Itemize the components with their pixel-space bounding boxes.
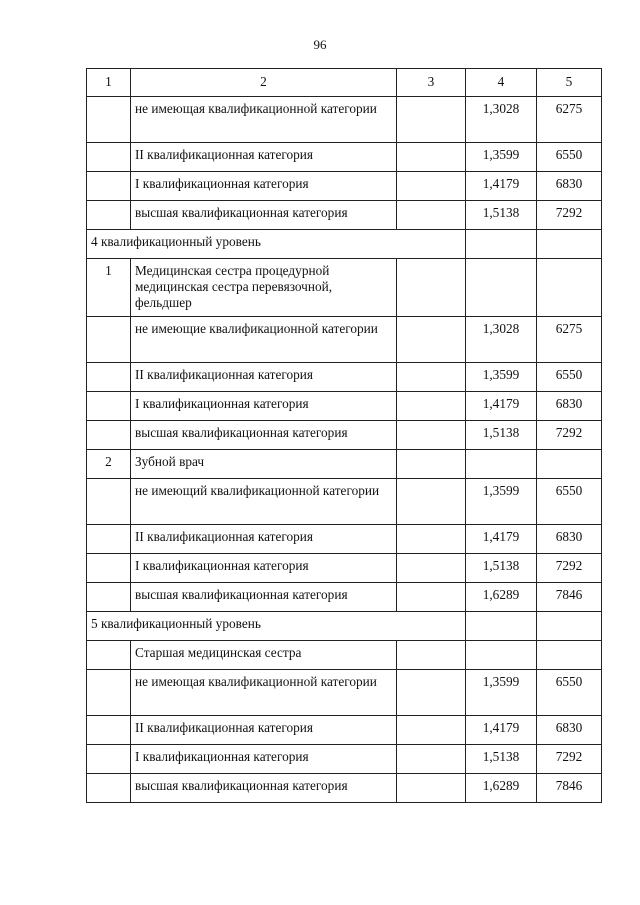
position-name-cell: высшая квалификационная категория xyxy=(131,201,397,230)
table-row xyxy=(87,450,602,479)
row-number-cell xyxy=(87,317,131,363)
position-name-cell: Старшая медицинская сестра xyxy=(131,641,397,670)
coefficient-cell xyxy=(466,641,537,670)
coefficient-cell: 1,5138 xyxy=(466,745,537,774)
column-3-cell xyxy=(397,172,466,201)
position-name-cell: I квалификационная категория xyxy=(131,392,397,421)
table-row xyxy=(87,479,602,525)
position-name-cell: Зубной врач xyxy=(131,450,397,479)
table-header-row xyxy=(87,69,602,97)
qualification-level-label: 5 квалификационный уровень xyxy=(87,612,466,641)
column-3-cell xyxy=(397,554,466,583)
column-3-cell xyxy=(397,143,466,172)
coefficient-cell: 1,3599 xyxy=(466,670,537,716)
salary-cell xyxy=(537,259,602,317)
header-cell-col5: 5 xyxy=(537,69,602,97)
row-number-cell xyxy=(87,172,131,201)
table-row xyxy=(87,172,602,201)
salary-cell: 7292 xyxy=(537,554,602,583)
table-row xyxy=(87,774,602,803)
salary-cell: 7292 xyxy=(537,421,602,450)
table-row xyxy=(87,745,602,774)
coefficient-cell: 1,3028 xyxy=(466,317,537,363)
position-name-cell: высшая квалификационная категория xyxy=(131,774,397,803)
coefficient-cell: 1,3599 xyxy=(466,363,537,392)
row-number-cell xyxy=(87,554,131,583)
empty-cell xyxy=(537,612,602,641)
row-number-cell xyxy=(87,421,131,450)
row-number-cell xyxy=(87,716,131,745)
column-3-cell xyxy=(397,421,466,450)
header-cell-col2: 2 xyxy=(131,69,397,97)
row-number-cell xyxy=(87,143,131,172)
position-name-cell: II квалификационная категория xyxy=(131,716,397,745)
coefficient-cell: 1,5138 xyxy=(466,201,537,230)
table-row xyxy=(87,363,602,392)
table-row xyxy=(87,392,602,421)
row-number-cell: 1 xyxy=(87,259,131,317)
column-3-cell xyxy=(397,641,466,670)
salary-cell: 7846 xyxy=(537,774,602,803)
table-row xyxy=(87,259,602,317)
salary-cell: 6830 xyxy=(537,172,602,201)
position-name-cell: I квалификационная категория xyxy=(131,172,397,201)
coefficient-cell xyxy=(466,259,537,317)
row-number-cell xyxy=(87,392,131,421)
salary-cell: 6830 xyxy=(537,716,602,745)
column-3-cell xyxy=(397,583,466,612)
salary-cell: 6275 xyxy=(537,97,602,143)
table-row xyxy=(87,201,602,230)
coefficient-cell: 1,4179 xyxy=(466,525,537,554)
column-3-cell xyxy=(397,97,466,143)
column-3-cell xyxy=(397,670,466,716)
position-name-cell: II квалификационная категория xyxy=(131,143,397,172)
position-name-cell: высшая квалификационная категория xyxy=(131,583,397,612)
coefficient-cell: 1,4179 xyxy=(466,716,537,745)
coefficient-cell: 1,5138 xyxy=(466,421,537,450)
table-row xyxy=(87,525,602,554)
position-name-cell: не имеющие квалификационной категории xyxy=(131,317,397,363)
qualification-level-row xyxy=(87,612,602,641)
coefficient-cell xyxy=(466,450,537,479)
coefficient-cell: 1,4179 xyxy=(466,172,537,201)
column-3-cell xyxy=(397,716,466,745)
salary-cell: 6830 xyxy=(537,525,602,554)
empty-cell xyxy=(466,612,537,641)
row-number-cell xyxy=(87,479,131,525)
salary-cell: 6275 xyxy=(537,317,602,363)
coefficient-cell: 1,3599 xyxy=(466,143,537,172)
salary-cell: 6550 xyxy=(537,479,602,525)
table-row xyxy=(87,421,602,450)
coefficient-cell: 1,3028 xyxy=(466,97,537,143)
row-number-cell xyxy=(87,670,131,716)
header-cell-col4: 4 xyxy=(466,69,537,97)
position-name-cell: II квалификационная категория xyxy=(131,525,397,554)
salary-cell: 6550 xyxy=(537,670,602,716)
row-number-cell xyxy=(87,201,131,230)
salary-cell: 7292 xyxy=(537,745,602,774)
salary-cell: 6550 xyxy=(537,143,602,172)
table-row xyxy=(87,143,602,172)
table-row xyxy=(87,317,602,363)
position-name-cell: не имеющий квалификационной категории xyxy=(131,479,397,525)
coefficient-cell: 1,5138 xyxy=(466,554,537,583)
column-3-cell xyxy=(397,392,466,421)
position-name-cell: I квалификационная категория xyxy=(131,745,397,774)
column-3-cell xyxy=(397,259,466,317)
salary-cell: 6830 xyxy=(537,392,602,421)
column-3-cell xyxy=(397,201,466,230)
coefficient-cell: 1,6289 xyxy=(466,583,537,612)
table-row xyxy=(87,554,602,583)
coefficient-cell: 1,4179 xyxy=(466,392,537,421)
empty-cell xyxy=(466,230,537,259)
salary-table xyxy=(86,68,602,803)
row-number-cell xyxy=(87,97,131,143)
salary-cell: 7292 xyxy=(537,201,602,230)
salary-cell: 6550 xyxy=(537,363,602,392)
row-number-cell xyxy=(87,745,131,774)
column-3-cell xyxy=(397,774,466,803)
table-row xyxy=(87,583,602,612)
table-row xyxy=(87,716,602,745)
column-3-cell xyxy=(397,479,466,525)
position-name-cell: высшая квалификационная категория xyxy=(131,421,397,450)
qualification-level-row xyxy=(87,230,602,259)
header-cell-col1: 1 xyxy=(87,69,131,97)
table-row xyxy=(87,641,602,670)
table-row xyxy=(87,670,602,716)
row-number-cell: 2 xyxy=(87,450,131,479)
position-name-cell: не имеющая квалификационной категории xyxy=(131,670,397,716)
column-3-cell xyxy=(397,450,466,479)
position-name-cell: I квалификационная категория xyxy=(131,554,397,583)
salary-cell xyxy=(537,641,602,670)
row-number-cell xyxy=(87,525,131,554)
row-number-cell xyxy=(87,641,131,670)
coefficient-cell: 1,3599 xyxy=(466,479,537,525)
column-3-cell xyxy=(397,525,466,554)
salary-cell xyxy=(537,450,602,479)
coefficient-cell: 1,6289 xyxy=(466,774,537,803)
position-name-cell: II квалификационная категория xyxy=(131,363,397,392)
row-number-cell xyxy=(87,583,131,612)
page-number: 96 xyxy=(313,37,327,52)
qualification-level-label: 4 квалификационный уровень xyxy=(87,230,466,259)
position-name-cell: не имеющая квалификационной категории xyxy=(131,97,397,143)
row-number-cell xyxy=(87,774,131,803)
salary-cell: 7846 xyxy=(537,583,602,612)
header-cell-col3: 3 xyxy=(397,69,466,97)
column-3-cell xyxy=(397,745,466,774)
table-row xyxy=(87,97,602,143)
empty-cell xyxy=(537,230,602,259)
row-number-cell xyxy=(87,363,131,392)
column-3-cell xyxy=(397,363,466,392)
position-name-cell: Медицинская сестра процедурной медицинская сестра перевязочной, фельдшер xyxy=(131,259,397,317)
column-3-cell xyxy=(397,317,466,363)
